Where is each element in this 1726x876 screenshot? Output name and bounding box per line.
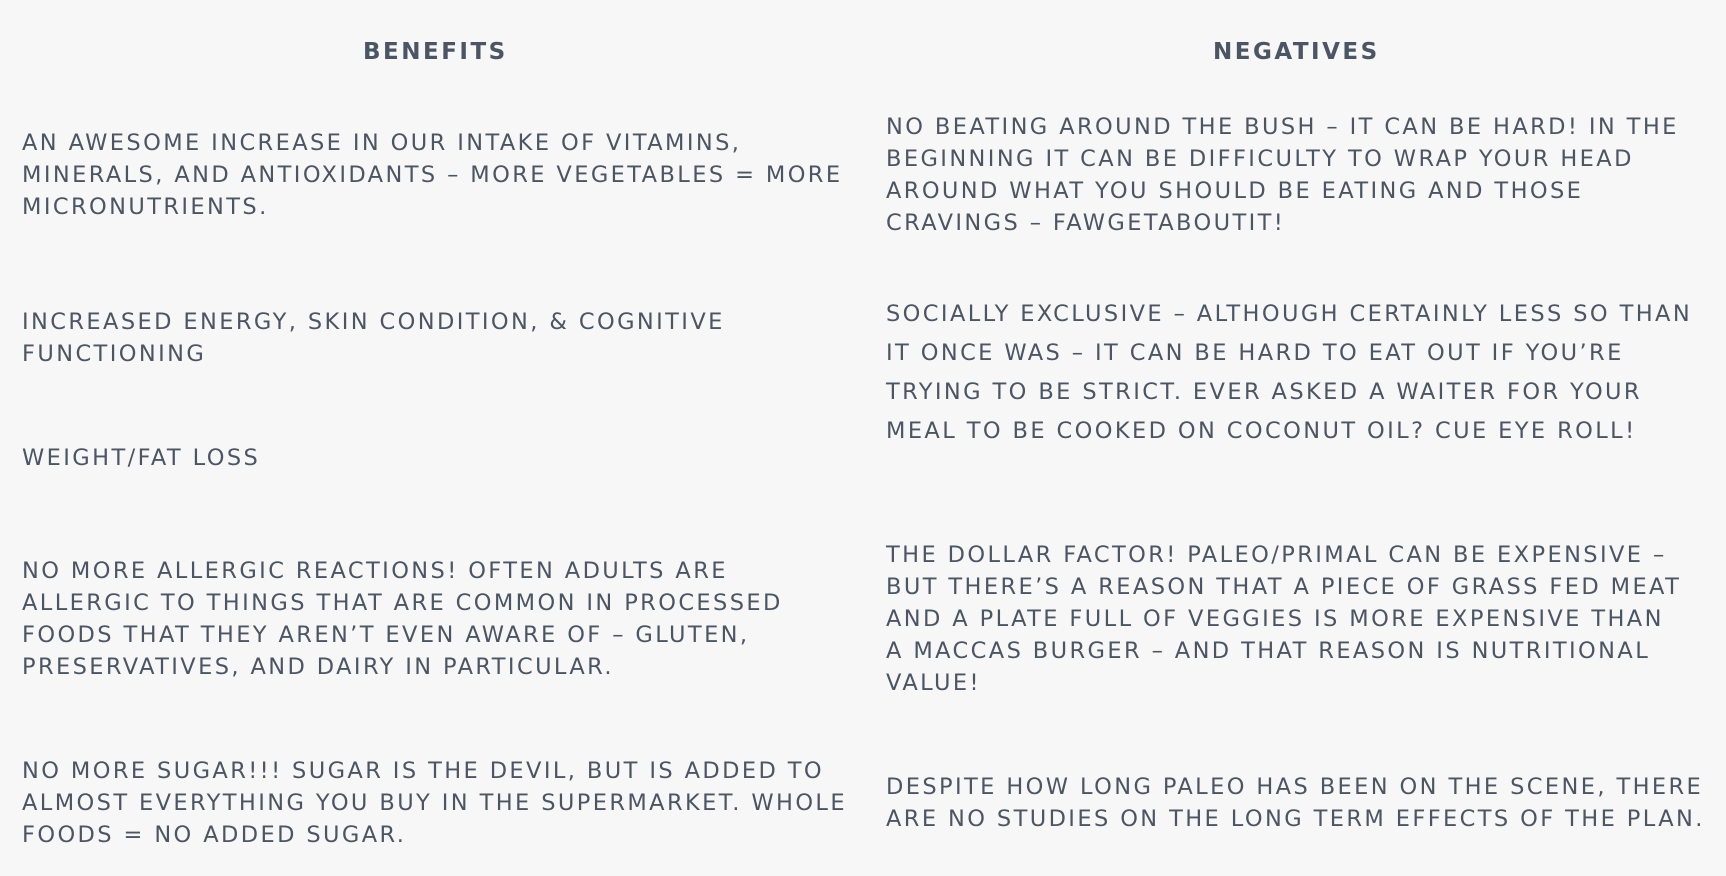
benefits-heading: BENEFITS: [363, 39, 508, 66]
benefit-item-vitamins: AN AWESOME INCREASE IN OUR INTAKE OF VITAMINS, MINERALS, AND ANTIOXIDANTS – MORE VEGETABLES = MORE MICRONUTRIENTS.: [22, 130, 843, 220]
negative-item-social: SOCIALLY EXCLUSIVE – ALTHOUGH CERTAINLY LESS SO THAN IT ONCE WAS – IT CAN BE HARD TO EAT OUT IF YOU’RE TRYING TO BE STRICT. EVER ASKED A WAITER FOR YOUR MEAL TO BE COOKED ON COCONUT OIL? CUE EYE ROLL!: [886, 301, 1693, 444]
negatives-heading: NEGATIVES: [1213, 39, 1380, 66]
negative-item-hard: NO BEATING AROUND THE BUSH – IT CAN BE HARD! IN THE BEGINNING IT CAN BE DIFFICULTY TO WRAP YOUR HEAD AROUND WHAT YOU SHOULD BE EATING AND THOSE CRAVINGS – FAWGETABOUTIT!: [886, 114, 1679, 236]
negative-item-no-studies: DESPITE HOW LONG PALEO HAS BEEN ON THE SCENE, THERE ARE NO STUDIES ON THE LONG TERM EFFECTS OF THE PLAN.: [886, 774, 1705, 832]
benefit-item-allergies: NO MORE ALLERGIC REACTIONS! OFTEN ADULTS ARE ALLERGIC TO THINGS THAT ARE COMMON IN PROCESSED FOODS THAT THEY AREN’T EVEN AWARE OF – GLUTEN, PRESERVATIVES, AND DAIRY IN PARTICULAR.: [22, 558, 783, 680]
negative-item-cost: THE DOLLAR FACTOR! PALEO/PRIMAL CAN BE EXPENSIVE – BUT THERE’S A REASON THAT A PIECE OF GRASS FED MEAT AND A PLATE FULL OF VEGGIES IS MORE EXPENSIVE THAN A MACCAS BURGER – AND THAT REASON IS NUTRITIONAL VALUE!: [886, 542, 1682, 696]
benefit-item-sugar: NO MORE SUGAR!!! SUGAR IS THE DEVIL, BUT IS ADDED TO ALMOST EVERYTHING YOU BUY IN THE SUPERMARKET. WHOLE FOODS = NO ADDED SUGAR.: [22, 758, 847, 848]
benefit-item-weight-loss: WEIGHT/FAT LOSS: [22, 445, 261, 471]
benefit-item-energy: INCREASED ENERGY, SKIN CONDITION, & COGNITIVE FUNCTIONING: [22, 309, 725, 367]
